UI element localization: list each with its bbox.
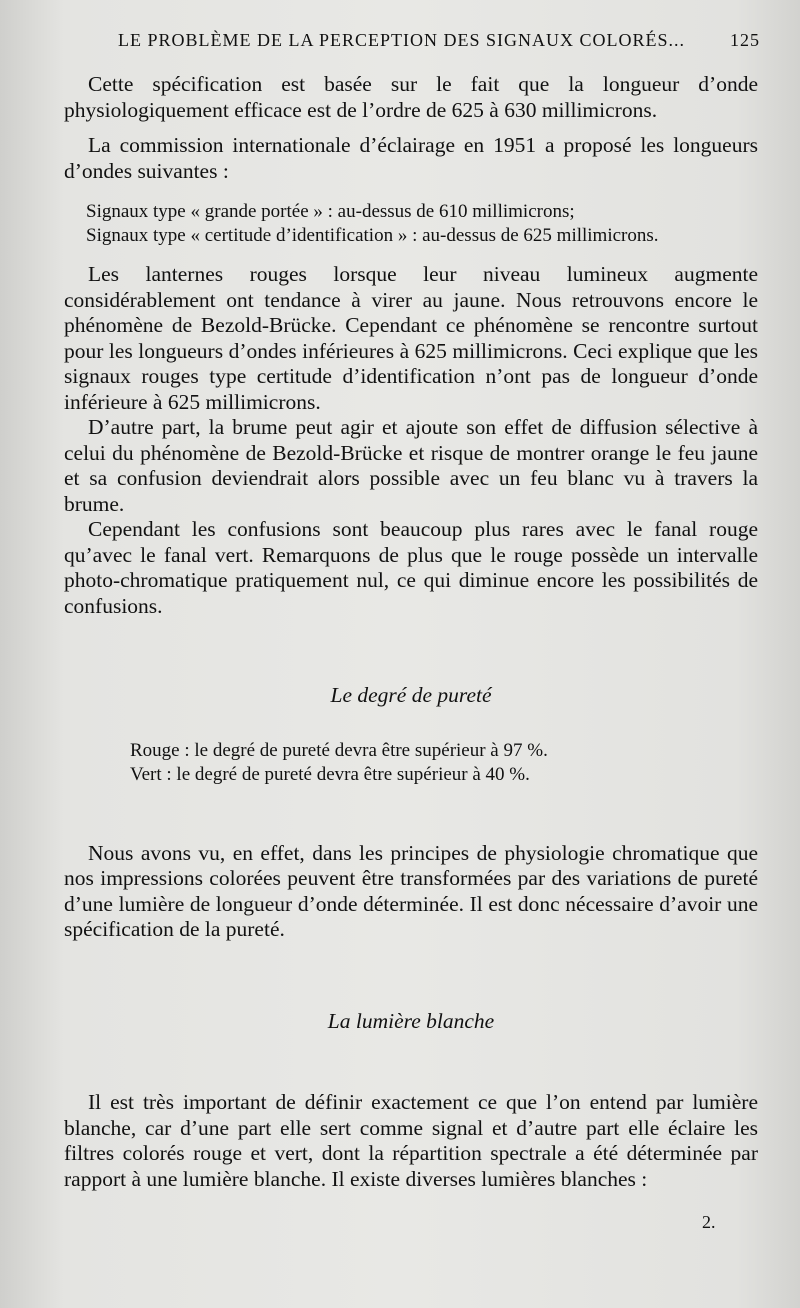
paragraph-2: La commission internationale d’éclairage en 1951 a proposé les longueurs d’ondes suivantes : [64, 133, 758, 183]
signal-line-1: Signaux type « grande portée » : au-dessus de 610 millimicrons; [86, 201, 575, 222]
paragraph-1: Cette spécification est basée sur le fait que la longueur d’onde physiologiquement efficace est de l’ordre de 625 à 630 millimicrons. [64, 72, 758, 122]
paragraph-7: Il est très important de définir exactement ce que l’on entend par lumière blanche, car d’une part elle sert comme signal et d’autre part elle éclaire les filtres colorés rouge et vert, dont la répartition spectrale a été déterminée par rapport à une lumière blanche. Il existe diverses lumières blanches : [64, 1090, 758, 1191]
paragraph-4: D’autre part, la brume peut agir et ajoute son effet de diffusion sélective à celui du phénomène de Bezold-Brücke et risque de montrer orange le feu jaune et sa confusion deviendrait alors possible avec un feu blanc vu à travers la brume. [64, 415, 758, 516]
paragraph-3: Les lanternes rouges lorsque leur niveau lumineux augmente considérablement ont tendance à virer au jaune. Nous retrouvons encore le phénomène de Bezold-Brücke. Cependant ce phénomène se rencontre surtout pour les longueurs d’ondes inférieures à 625 millimicrons. Ceci explique que les signaux rouges type certitude d’identification n’ont pas de longueur d’onde inférieure à 625 millimicrons. [64, 262, 758, 414]
purity-red: Rouge : le degré de pureté devra être supérieur à 97 %. [130, 739, 548, 761]
heading-purity: Le degré de pureté [330, 683, 492, 707]
paragraph-5: Cependant les confusions sont beaucoup plus rares avec le fanal rouge qu’avec le fanal vert. Remarquons de plus que le rouge possède un intervalle photo-chromatique pratiquement nul, ce qui diminue encore les possibilités de confusions. [64, 517, 758, 618]
purity-green: Vert : le degré de pureté devra être supérieur à 40 %. [130, 763, 530, 785]
signal-line-2: Signaux type « certitude d’identification » : au-dessus de 625 millimicrons. [86, 225, 659, 246]
paragraph-6: Nous avons vu, en effet, dans les principes de physiologie chromatique que nos impressions colorées peuvent être transformées par des variations de pureté d’une lumière de longueur d’onde déterminée. Il est donc nécessaire d’avoir une spécification de la pureté. [64, 840, 758, 941]
signature-mark: 2. [702, 1212, 716, 1232]
running-header [118, 30, 760, 51]
running-title: LE PROBLÈME DE LA PERCEPTION DES SIGNAUX COLORÉS... [118, 30, 686, 50]
heading-white-light: La lumière blanche [327, 1008, 495, 1033]
page-body [64, 72, 758, 1192]
page-number: 125 [730, 30, 760, 50]
